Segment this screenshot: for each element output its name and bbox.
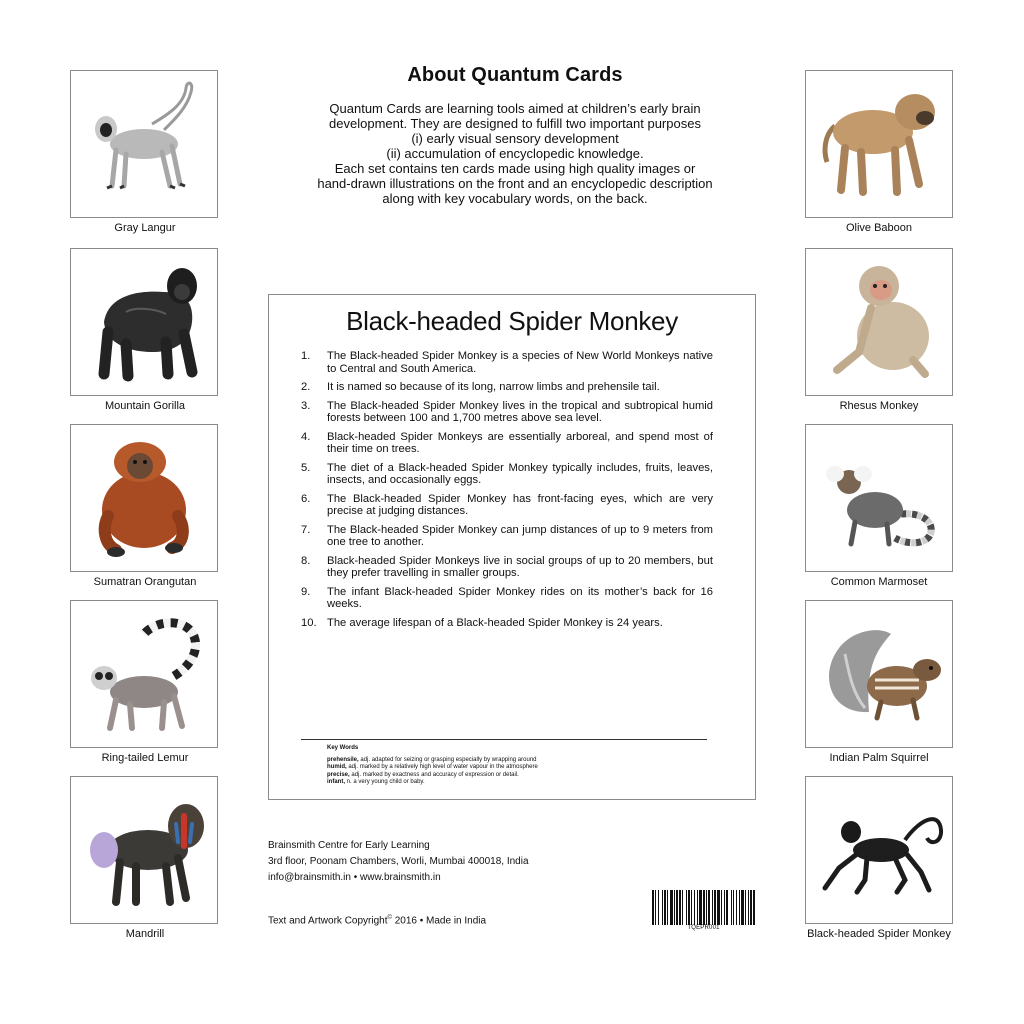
card-olive-baboon[interactable]	[805, 70, 953, 218]
card-sumatran-orangutan[interactable]	[70, 424, 218, 572]
barcode	[651, 890, 756, 925]
barcode-bar	[664, 890, 666, 925]
fact-item	[301, 493, 713, 518]
fact-number: 10.	[301, 616, 317, 629]
key-word-pos: n.	[346, 779, 352, 785]
fact-number: 9.	[301, 585, 311, 598]
key-word-pos: adj.	[360, 756, 371, 763]
card-caption-ring-tailed-lemur: Ring-tailed Lemur	[101, 752, 189, 764]
card-indian-palm-squirrel[interactable]	[805, 600, 953, 748]
card-caption-olive-baboon: Olive Baboon	[845, 222, 913, 234]
barcode-bar	[708, 890, 710, 925]
barcode-bar	[699, 890, 702, 925]
copyright-text: Text and Artwork Copyright	[268, 915, 388, 927]
barcode-bar	[676, 890, 678, 925]
fact-text: The Black-headed Spider Monkey is a species of New World Monkeys native to Central and South America.	[327, 350, 713, 375]
barcode-bar	[726, 890, 728, 925]
card-caption-gray-langur: Gray Langur	[114, 222, 176, 234]
mandrill-illustration	[74, 780, 214, 920]
ring-tailed-lemur-illustration	[74, 604, 214, 744]
publisher-contact	[268, 870, 529, 886]
fact-text: Black-headed Spider Monkeys are essentially arboreal, and spend most of their time on trees.	[327, 430, 713, 455]
key-word-definition: marked by exactness and accuracy of expression or detail.	[362, 771, 519, 778]
barcode-bar	[748, 890, 749, 925]
fact-number: 6.	[301, 492, 311, 505]
card-caption-sumatran-orangutan: Sumatran Orangutan	[93, 576, 197, 588]
sumatran-orangutan-illustration	[74, 428, 214, 568]
key-word-entry	[327, 764, 707, 772]
key-words-divider	[301, 739, 707, 740]
barcode-bar	[697, 890, 698, 925]
barcode-bar	[703, 890, 705, 925]
key-word: prehensile,	[327, 756, 359, 763]
barcode-bar	[750, 890, 752, 925]
copyright-year: 2016	[394, 915, 417, 927]
fact-text: The Black-headed Spider Monkey lives in the tropical and subtropical humid forests between 100 and 1,700 metres above sea level.	[327, 399, 713, 424]
barcode-bar	[712, 890, 713, 925]
card-caption-spider-monkey: Black-headed Spider Monkey	[807, 928, 951, 940]
about-line: development. They are designed to fulfill two important purposes	[329, 116, 701, 131]
card-gray-langur[interactable]	[70, 70, 218, 218]
about-line: (i) early visual sensory development	[411, 131, 619, 146]
contact-separator: •	[353, 872, 358, 883]
barcode-bar	[739, 890, 740, 925]
key-word-definition: adapted for seizing or grasping especially by wrapping around	[371, 756, 537, 763]
barcode-bar	[674, 890, 675, 925]
fact-text: The diet of a Black-headed Spider Monkey typically includes, fruits, leaves, insects, and occasionally eggs.	[327, 461, 713, 486]
key-words-title: Key Words	[327, 745, 359, 751]
common-marmoset-illustration	[809, 428, 949, 568]
card-ring-tailed-lemur[interactable]	[70, 600, 218, 748]
barcode-bar	[745, 890, 746, 925]
barcode-bar	[717, 890, 720, 925]
indian-palm-squirrel-illustration	[809, 604, 949, 744]
publisher-name: Brainsmith Centre for Early Learning	[268, 840, 430, 851]
card-caption-mandrill: Mandrill	[125, 928, 165, 940]
card-mountain-gorilla[interactable]	[70, 248, 218, 396]
barcode-bar	[721, 890, 722, 925]
rhesus-monkey-illustration	[809, 252, 949, 392]
gray-langur-illustration	[74, 74, 214, 214]
about-line: (ii) accumulation of encyclopedic knowledge.	[386, 146, 644, 161]
fact-text: The infant Black-headed Spider Monkey rides on its mother’s back for 16 weeks.	[327, 585, 713, 610]
description-card	[268, 294, 756, 800]
card-caption-mountain-gorilla: Mountain Gorilla	[104, 400, 186, 412]
fact-number: 8.	[301, 554, 311, 567]
barcode-bar	[667, 890, 668, 925]
copyright-separator: •	[419, 915, 424, 927]
fact-item	[301, 617, 713, 630]
about-line: Quantum Cards are learning tools aimed at children’s early brain	[329, 101, 701, 116]
barcode-bar	[679, 890, 681, 925]
fact-item	[301, 350, 713, 375]
barcode-bar	[706, 890, 707, 925]
fact-item	[301, 400, 713, 425]
card-caption-rhesus-monkey: Rhesus Monkey	[839, 400, 919, 412]
key-word-pos: adj.	[351, 771, 362, 778]
about-line: along with key vocabulary words, on the back.	[382, 191, 648, 206]
key-word-pos: adj.	[348, 764, 359, 770]
barcode-bar	[736, 890, 737, 925]
barcode-bar	[731, 890, 732, 925]
publisher-info	[268, 838, 529, 886]
publisher-email[interactable]: info@brainsmith.in	[268, 872, 351, 883]
card-rhesus-monkey[interactable]	[805, 248, 953, 396]
fact-number: 7.	[301, 523, 311, 536]
barcode-bar	[682, 890, 683, 925]
about-line: Each set contains ten cards made using high quality images or	[334, 161, 696, 176]
mountain-gorilla-illustration	[74, 252, 214, 392]
key-word-entry	[327, 779, 707, 787]
fact-text: The Black-headed Spider Monkey can jump distances of up to 9 meters from one tree to another.	[327, 523, 713, 548]
key-word: infant,	[327, 779, 345, 785]
fact-text: The Black-headed Spider Monkey has front-facing eyes, which are very precise at judging distances.	[327, 492, 713, 517]
fact-text: The average lifespan of a Black-headed Spider Monkey is 24 years.	[327, 616, 663, 629]
key-words-section	[327, 745, 707, 787]
barcode-bar	[733, 890, 734, 925]
fact-item	[301, 462, 713, 487]
barcode-code: TQEPR001	[687, 925, 720, 931]
barcode-bar	[694, 890, 695, 925]
card-spider-monkey[interactable]	[805, 776, 953, 924]
barcode-bar	[652, 890, 654, 925]
fact-number: 5.	[301, 461, 311, 474]
fact-number: 2.	[301, 381, 311, 393]
facts-list	[301, 350, 713, 635]
about-line: hand-drawn illustrations on the front and an encyclopedic description	[317, 176, 713, 191]
barcode-bar	[741, 890, 744, 925]
about-title: About Quantum Cards	[407, 64, 623, 86]
key-word: humid,	[327, 764, 347, 770]
fact-item	[301, 381, 713, 394]
about-description	[270, 101, 760, 206]
fact-number: 4.	[301, 430, 311, 443]
fact-item	[301, 431, 713, 456]
fact-item	[301, 555, 713, 580]
barcode-bar	[753, 890, 755, 925]
barcode-bar	[714, 890, 716, 925]
barcode-bar	[670, 890, 673, 925]
made-in: Made in India	[426, 915, 487, 927]
key-word-definition: a very young child or baby.	[353, 779, 425, 785]
barcode-bar	[658, 890, 659, 925]
fact-text: It is named so because of its long, narrow limbs and prehensile tail.	[327, 381, 660, 393]
barcode-bar	[691, 890, 692, 925]
copyright-mark: ©	[387, 915, 392, 921]
publisher-address: 3rd floor, Poonam Chambers, Worli, Mumbai 400018, India	[268, 856, 529, 867]
key-word-entry	[327, 757, 707, 765]
key-word: precise,	[327, 771, 350, 778]
card-mandrill[interactable]	[70, 776, 218, 924]
key-word-definition: marked by a relatively high level of water vapour in the atmosphere	[359, 764, 538, 770]
card-caption-indian-palm-squirrel: Indian Palm Squirrel	[829, 752, 929, 764]
key-word-entry	[327, 772, 707, 780]
card-caption-common-marmoset: Common Marmoset	[830, 576, 928, 588]
fact-item	[301, 524, 713, 549]
publisher-website[interactable]: www.brainsmith.in	[360, 872, 441, 883]
barcode-bar	[724, 890, 725, 925]
fact-item	[301, 586, 713, 611]
fact-text: Black-headed Spider Monkeys live in social groups of up to 20 members, but they prefer travelling in smaller groups.	[327, 554, 713, 579]
barcode-bar	[688, 890, 690, 925]
copyright-notice	[268, 915, 486, 926]
olive-baboon-illustration	[809, 74, 949, 214]
barcode-bar	[686, 890, 687, 925]
barcode-bar	[655, 890, 656, 925]
card-common-marmoset[interactable]	[805, 424, 953, 572]
fact-number: 3.	[301, 399, 311, 412]
description-title: Black-headed Spider Monkey	[346, 306, 678, 336]
spider-monkey-illustration	[809, 780, 949, 920]
fact-number: 1.	[301, 350, 311, 362]
barcode-bar	[662, 890, 663, 925]
